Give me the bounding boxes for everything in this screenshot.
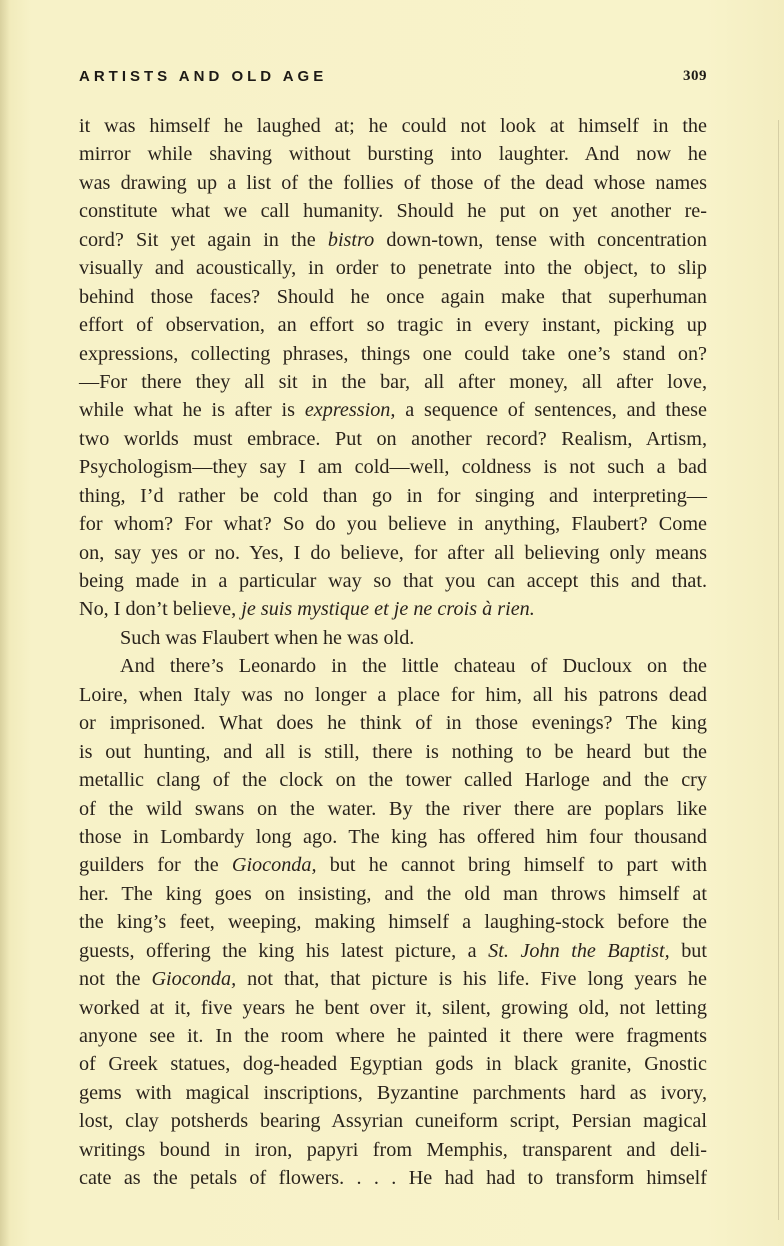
italic-phrase: bistro bbox=[327, 228, 375, 251]
text-line: writings bound in iron, papyri from Memphis, transparent and deli- bbox=[79, 1138, 707, 1161]
page-edge bbox=[778, 120, 779, 1220]
text-segment: down-town, tense with concentration bbox=[374, 228, 707, 251]
text-line: those in Lombardy long ago. The king has offered him four thousand bbox=[79, 825, 707, 848]
text-line: mirror while shaving without bursting into laughter. And now he bbox=[79, 143, 707, 166]
text-line: of Greek statues, dog-headed Egyptian gods in black granite, Gnostic bbox=[79, 1053, 707, 1076]
text-line bbox=[79, 937, 707, 965]
text-line: the king’s feet, weeping, making himself a laughing-stock before the bbox=[79, 911, 707, 934]
text-segment: cord? Sit yet again in the bbox=[79, 228, 328, 251]
text-line: being made in a particular way so that you can accept this and that. bbox=[79, 570, 707, 592]
text-line: visually and acoustically, in order to penetrate into the object, to slip bbox=[79, 257, 707, 280]
italic-phrase: je suis mystique et je ne crois à rien. bbox=[241, 598, 535, 621]
text-line: And there’s Leonardo in the little chateau of Ducloux on the bbox=[120, 655, 707, 678]
text-line: lost, clay potsherds bearing Assyrian cuneiform script, Persian magical bbox=[79, 1110, 707, 1133]
text-segment: but bbox=[669, 939, 707, 962]
text-line: —For there they all sit in the bar, all after money, all after love, bbox=[79, 370, 707, 393]
text-segment: guests, offering the king his latest picture, a bbox=[79, 939, 489, 962]
text-line: metallic clang of the clock on the tower called Harloge and the cry bbox=[79, 769, 707, 792]
text-line bbox=[79, 396, 707, 424]
text-line: cate as the petals of flowers. . . . He had had to transform himself bbox=[79, 1167, 707, 1190]
text-segment: not that, that picture is his life. Five long years he bbox=[236, 968, 707, 991]
text-line: her. The king goes on insisting, and the old man throws himself at bbox=[79, 882, 707, 905]
running-head bbox=[79, 66, 707, 88]
text-line: it was himself he laughed at; he could not look at himself in the bbox=[79, 115, 707, 137]
text-line: worked at it, five years he bent over it, silent, growing old, not letting bbox=[79, 996, 707, 1019]
italic-phrase: expression, bbox=[304, 399, 396, 422]
text-line: was drawing up a list of the follies of those of the dead whose names bbox=[79, 171, 707, 194]
text-line: Loire, when Italy was no longer a place for him, all his patrons dead bbox=[79, 683, 707, 706]
text-line: expressions, collecting phrases, things one could take one’s stand on? bbox=[79, 342, 707, 365]
text-segment: No, I don’t believe, bbox=[79, 598, 242, 621]
text-line bbox=[79, 226, 707, 254]
body-text bbox=[79, 112, 707, 1193]
italic-phrase: Gioconda, bbox=[151, 968, 237, 991]
text-line: behind those faces? Should he once again make that superhuman bbox=[79, 285, 707, 308]
running-title: ARTISTS AND OLD AGE bbox=[79, 68, 328, 85]
text-line: on, say yes or no. Yes, I do believe, for after all believing only means bbox=[79, 541, 707, 564]
text-line: anyone see it. In the room where he painted it there were fragments bbox=[79, 1025, 707, 1047]
text-line: for whom? For what? So do you believe in anything, Flaubert? Come bbox=[79, 513, 707, 536]
text-line: Such was Flaubert when he was old. bbox=[120, 626, 415, 649]
text-segment: while what he is after is bbox=[79, 399, 305, 422]
text-line: is out hunting, and all is still, there is nothing to be heard but the bbox=[79, 740, 707, 763]
text-segment: guilders for the bbox=[79, 854, 232, 877]
text-line: effort of observation, an effort so tragic in every instant, picking up bbox=[79, 314, 707, 337]
text-line bbox=[79, 965, 707, 993]
text-line bbox=[79, 595, 707, 623]
text-line bbox=[79, 851, 707, 879]
text-segment: but he cannot bring himself to part with bbox=[316, 854, 707, 877]
text-line: two worlds must embrace. Put on another record? Realism, Artism, bbox=[79, 427, 707, 450]
text-line: constitute what we call humanity. Should he put on yet another re- bbox=[79, 200, 707, 223]
italic-phrase: Gioconda, bbox=[231, 854, 317, 877]
gutter-shadow bbox=[0, 0, 10, 1246]
text-line: gems with magical inscriptions, Byzantine parchments hard as ivory, bbox=[79, 1081, 707, 1104]
text-line: thing, I’d rather be cold than go in for singing and interpreting— bbox=[79, 484, 707, 507]
text-line: Psychologism—they say I am cold—well, coldness is not such a bad bbox=[79, 456, 707, 479]
text-line: of the wild swans on the water. By the river there are poplars like bbox=[79, 797, 707, 820]
italic-phrase: St. John the Baptist, bbox=[488, 939, 670, 962]
text-segment: not the bbox=[79, 968, 152, 991]
page-number: 309 bbox=[683, 68, 707, 84]
text-line: or imprisoned. What does he think of in those evenings? The king bbox=[79, 712, 707, 735]
text-segment: a sequence of sentences, and these bbox=[395, 399, 707, 422]
